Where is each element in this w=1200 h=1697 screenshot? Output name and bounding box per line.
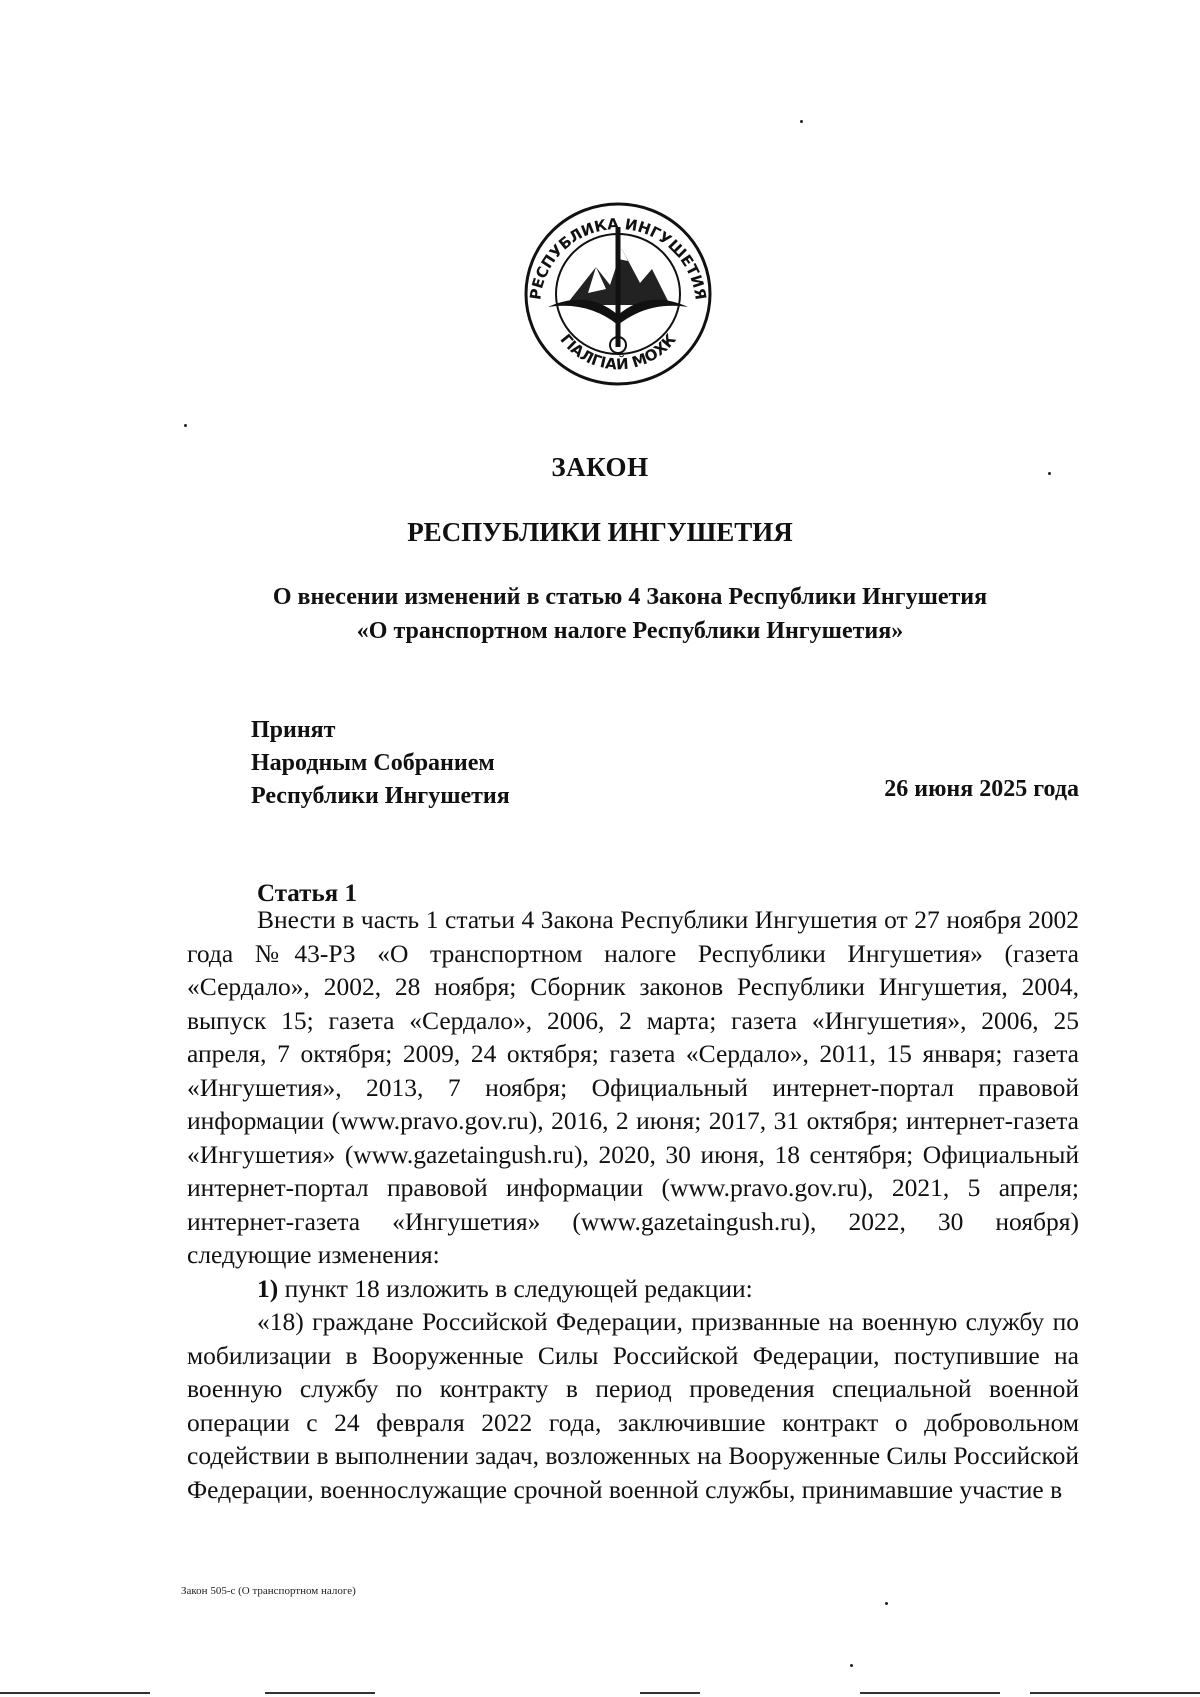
item-1-text: пункт 18 изложить в следующей редакции: xyxy=(278,1273,753,1303)
article-item-1 xyxy=(187,1272,1079,1306)
republic-emblem-seal xyxy=(518,197,718,387)
emblem-text-bottom: ГIАЛГIАЙ МОХК xyxy=(556,330,680,374)
scan-speck xyxy=(184,424,187,427)
adoption-line-3: Республики Ингушетия xyxy=(251,783,510,809)
document-type-title: ЗАКОН xyxy=(551,452,649,482)
article-title: Статья 1 xyxy=(257,880,357,907)
scan-artifact-line xyxy=(265,1692,375,1694)
subtitle-line-2: «О транспортном налоге Республики Ингушетия» xyxy=(356,618,904,644)
adoption-block xyxy=(251,714,510,813)
emblem-text-top: РЕСПУБЛИКА ИНГУШЕТИЯ xyxy=(526,214,710,302)
article-paragraph-1: Внести в часть 1 статьи 4 Закона Республики Ингушетия от 27 ноября 2002 года №43-РЗ «О транспортном налоге Республики Ингушетия» (газета «Сердало», 2002, 28 ноября; Сборник законов Республики Ингушетия, 2004, выпуск 15; газета «Сердало», 2006, 2 марта; газета «Ингушетия», 2006, 25 апреля, 7 октября; 2009, 24 октября; газета «Сердало», 2011, 15 января; газета «Ингушетия», 2013, 7 ноября; Официальный интернет-портал правовой информации (www.pravo.gov.ru), 2016, 2 июня; 2017, 31 октября; интернет-газета «Ингушетия» (www.gazetaingush.ru), 2020, 30 июня, 18 сентября; Официальный интернет-портал правовой информации (www.pravo.gov.ru), 2021, 5 апреля; интернет-газета «Ингушетия» (www.gazetaingush.ru), 2022, 30 ноября) следующие изменения: xyxy=(187,905,1079,1269)
article-body xyxy=(187,903,1079,1506)
scan-speck xyxy=(1048,472,1051,475)
scan-artifact-line xyxy=(640,1692,700,1694)
adoption-date: 26 июня 2025 года xyxy=(884,776,1079,802)
subtitle-line-1: О внесении изменений в статью 4 Закона Республики Ингушетия xyxy=(272,584,988,610)
adoption-line-1: Принят xyxy=(251,717,336,743)
scan-speck xyxy=(800,120,803,123)
scan-artifact-line xyxy=(0,1692,150,1694)
footer-note: Закон 505-с (О транспортном налоге) xyxy=(181,1585,356,1597)
item-1-number: 1) xyxy=(257,1273,279,1303)
adoption-line-2: Народным Собранием xyxy=(251,750,495,776)
scan-speck xyxy=(885,1602,888,1605)
scan-artifact-line xyxy=(1030,1692,1200,1694)
republic-title: РЕСПУБЛИКИ ИНГУШЕТИЯ xyxy=(407,517,793,547)
article-paragraph-3: «18) граждане Российской Федерации, призванные на военную службу по мобилизации в Вооруженные Силы Российской Федерации, поступившие на военную службу по контракту в период проведения специальной военной операции с 24 февраля 2022 года, заключившие контракт о добровольном содействии в выполнении задач, возложенных на Вооруженные Силы Российской Федерации, военнослужащие срочной военной службы, принимавшие участие в xyxy=(187,1307,1079,1504)
law-subtitle xyxy=(150,580,1110,648)
scan-artifact-line xyxy=(860,1692,1000,1694)
scan-speck xyxy=(850,1664,853,1667)
